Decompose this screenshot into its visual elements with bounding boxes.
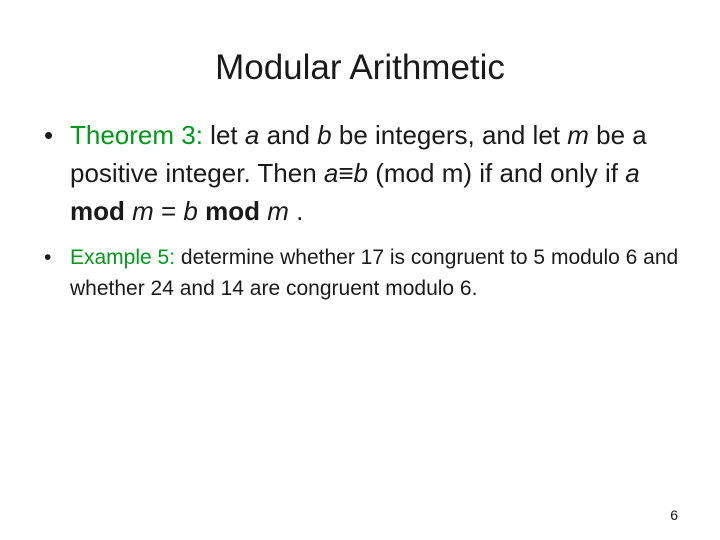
mod-operator: mod	[70, 196, 133, 226]
theorem-text: and	[259, 120, 318, 150]
bullet-icon: •	[44, 246, 52, 269]
theorem-text: let	[202, 120, 245, 150]
equals-sign: =	[153, 196, 184, 226]
bullet-example	[44, 242, 684, 304]
var-b: b	[317, 120, 332, 150]
var-b: b	[183, 196, 198, 226]
var-m: m	[267, 196, 289, 226]
var-b: b	[353, 158, 369, 188]
theorem-text: be integers, and let	[331, 120, 568, 150]
bullet-list	[44, 116, 684, 304]
var-a: a	[323, 158, 339, 188]
congruence-symbol: ≡	[338, 158, 354, 188]
var-a: a	[244, 120, 260, 150]
mod-operator: mod	[197, 196, 268, 226]
example-label: Example 5:	[70, 246, 176, 269]
var-m: m	[567, 120, 589, 150]
page-number: 6	[670, 507, 678, 523]
theorem-text: be a positive integer. Then	[70, 120, 647, 188]
example-text: determine whether 17 is congruent to 5 modulo 6 and whether 24 and 14 are congruent modulo 6.	[70, 246, 679, 300]
var-a: a	[625, 158, 640, 188]
var-m: m	[132, 196, 154, 226]
bullet-icon: •	[44, 120, 54, 150]
bullet-theorem	[44, 116, 684, 230]
theorem-label: Theorem 3:	[70, 120, 203, 150]
slide-title: Modular Arithmetic	[215, 48, 505, 87]
theorem-text: .	[288, 196, 304, 226]
theorem-text: (mod m) if and only if	[368, 158, 626, 188]
